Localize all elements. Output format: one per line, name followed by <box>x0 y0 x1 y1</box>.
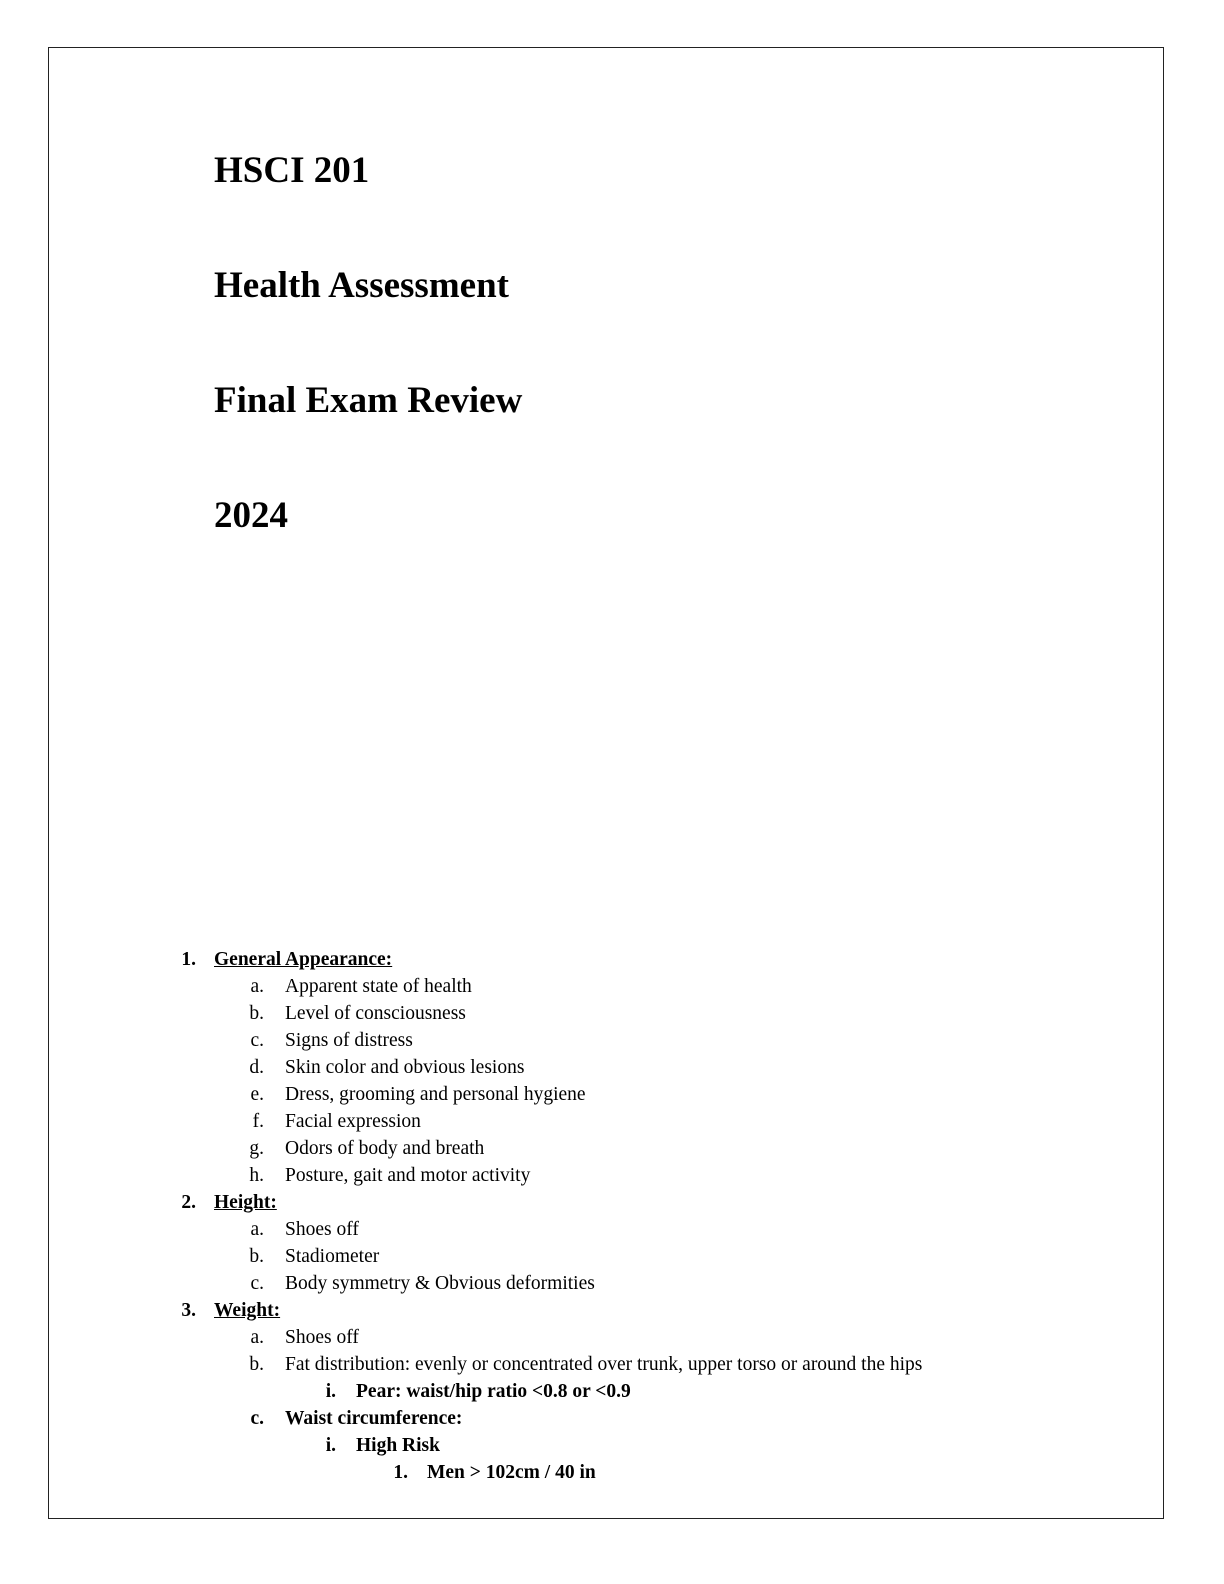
list-marker: 1. <box>181 949 196 970</box>
list-text: Pear: waist/hip ratio <0.8 or <0.9 <box>356 1381 631 1402</box>
list-text: Waist circumference: <box>285 1408 463 1429</box>
list-text: Weight: <box>214 1300 281 1321</box>
list-text: Skin color and obvious lesions <box>285 1057 525 1078</box>
list-marker: f. <box>252 1111 264 1132</box>
list-marker: 2. <box>181 1192 196 1213</box>
list-text: Posture, gait and motor activity <box>285 1165 531 1186</box>
list-marker: a. <box>250 1327 264 1348</box>
list-marker: b. <box>249 1003 264 1024</box>
list-text: Level of consciousness <box>285 1003 466 1024</box>
exam-title: Final Exam Review <box>214 380 523 421</box>
subject-title: Health Assessment <box>214 265 509 306</box>
list-text: Fat distribution: evenly or concentrated over trunk, upper torso or around the hips <box>285 1354 923 1375</box>
list-marker: c. <box>250 1030 264 1051</box>
course-title: HSCI 201 <box>214 150 370 191</box>
list-marker: e. <box>250 1084 264 1105</box>
year-title: 2024 <box>214 495 288 536</box>
list-marker: a. <box>250 1219 264 1240</box>
list-marker: 3. <box>181 1300 196 1321</box>
list-marker: b. <box>249 1354 264 1375</box>
list-marker: a. <box>250 976 264 997</box>
list-marker: h. <box>249 1165 264 1186</box>
list-text: Shoes off <box>285 1327 359 1348</box>
list-text: Facial expression <box>285 1111 421 1132</box>
list-text: High Risk <box>356 1435 440 1456</box>
list-marker: g. <box>249 1138 264 1159</box>
list-marker: 1. <box>393 1462 408 1483</box>
list-marker: d. <box>249 1057 264 1078</box>
list-text: Body symmetry & Obvious deformities <box>285 1273 595 1294</box>
list-text: Signs of distress <box>285 1030 413 1051</box>
list-marker: c. <box>250 1408 264 1429</box>
list-text: Dress, grooming and personal hygiene <box>285 1084 586 1105</box>
list-text: Shoes off <box>285 1219 359 1240</box>
list-marker: c. <box>250 1273 264 1294</box>
list-text: Apparent state of health <box>285 976 472 997</box>
list-text: Men > 102cm / 40 in <box>427 1462 596 1483</box>
list-text: Stadiometer <box>285 1246 380 1267</box>
list-marker: i. <box>325 1435 336 1456</box>
list-text: Odors of body and breath <box>285 1138 485 1159</box>
list-marker: i. <box>325 1381 336 1402</box>
list-text: Height: <box>214 1192 277 1213</box>
list-marker: b. <box>249 1246 264 1267</box>
list-text: General Appearance: <box>214 949 393 970</box>
